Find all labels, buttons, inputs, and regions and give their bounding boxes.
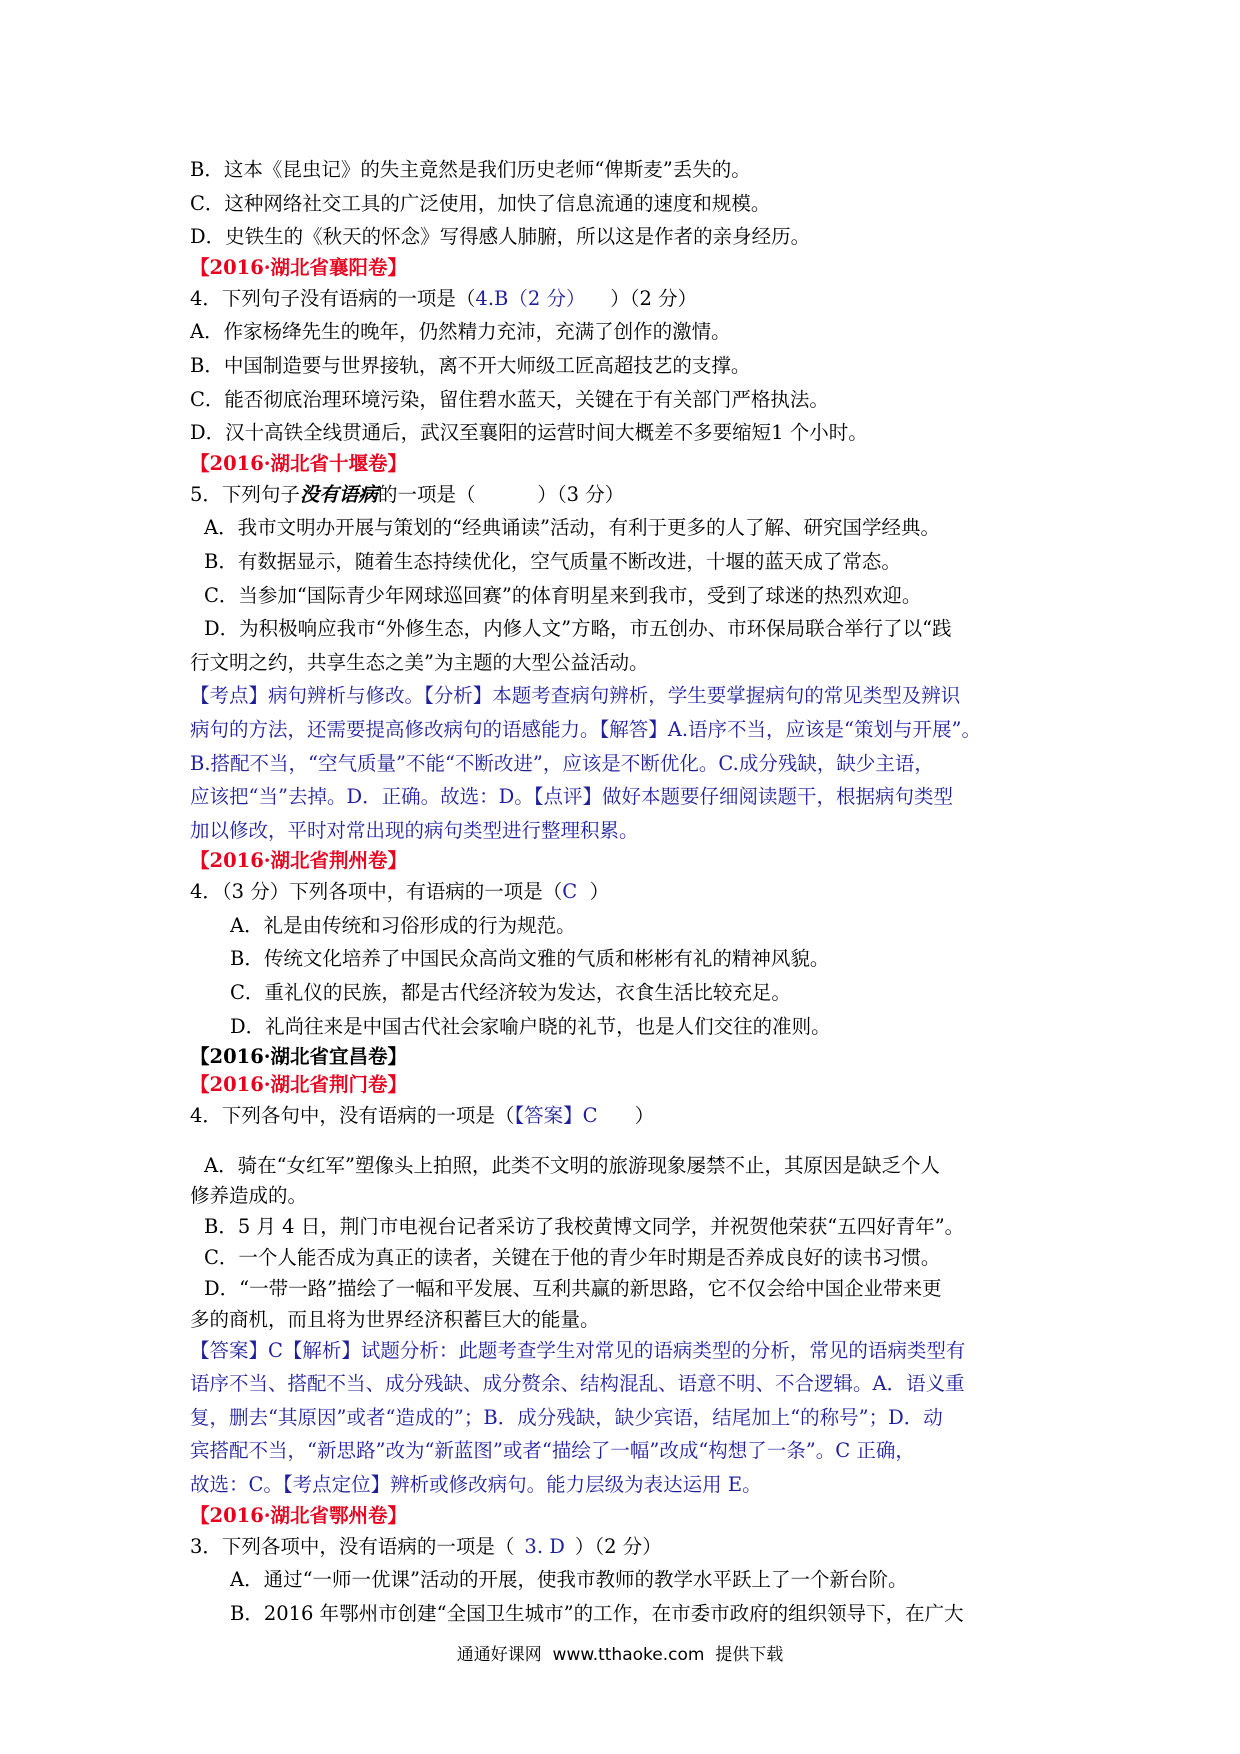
option-line: A．通过“一师一优课”活动的开展，使我市教师的教学水平跃上了一个新台阶。	[230, 1568, 908, 1592]
analysis-line: 语序不当、搭配不当、成分残缺、成分赘余、结构混乱、语意不明、不合逻辑。A．语义重	[190, 1372, 965, 1396]
section-heading-xiangyang: 【2016·湖北省襄阳卷】	[190, 255, 408, 279]
analysis-line: 加以修改，平时对常出现的病句类型进行整理积累。	[190, 818, 639, 842]
option-line: A．礼是由传统和习俗形成的行为规范。	[230, 913, 576, 937]
analysis-line: 病句的方法，还需要提高修改病句的语感能力。【解答】A.语序不当，应该是“策划与开展”。	[190, 717, 981, 741]
analysis-line: 复，删去“其原因”或者“造成的”；B．成分残缺，缺少宾语，结尾加上“的称号”；D．动	[190, 1405, 943, 1429]
option-line: 多的商机，而且将为世界经济积蓄巨大的能量。	[190, 1307, 600, 1331]
question-line: 4．下列各句中，没有语病的一项是（【答案】C ）	[190, 1104, 655, 1128]
option-line: A．我市文明办开展与策划的“经典诵读”活动，有利于更多的人了解、研究国学经典。	[204, 516, 941, 540]
page-footer: 通通好课网 www.tthaoke.com 提供下载	[456, 1645, 784, 1665]
option-line: B．有数据显示，随着生态持续优化，空气质量不断改进，十堰的蓝天成了常态。	[204, 549, 901, 573]
analysis-line: 宾搭配不当，“新思路”改为“新蓝图”或者“描绘了一幅”改成“构想了一条”。C 正确，	[190, 1439, 915, 1463]
option-line: 行文明之约，共享生态之美”为主题的大型公益活动。	[190, 650, 649, 674]
question-line: 4．下列句子没有语病的一项是（4.B（2 分） ）（2 分）	[190, 286, 698, 310]
section-heading-jingzhou: 【2016·湖北省荆州卷】	[190, 849, 408, 873]
option-line: D．“一带一路”描绘了一幅和平发展、互利共赢的新思路，它不仅会给中国企业带来更	[204, 1277, 942, 1301]
option-line: C．重礼仪的民族，都是古代经济较为发达，衣食生活比较充足。	[230, 981, 791, 1005]
analysis-line: 【答案】C【解析】试题分析：此题考查学生对常见的语病类型的分析，常见的语病类型有	[190, 1338, 966, 1362]
option-line: B．2016 年鄂州市创建“全国卫生城市”的工作，在市委市政府的组织领导下，在广大	[230, 1601, 964, 1625]
analysis-line: B.搭配不当，“空气质量”不能“不断改进”，应该是不断优化。C.成分残缺，缺少主语，	[190, 751, 934, 775]
emphasis-text: 没有语病	[299, 482, 378, 506]
answer-inline: C	[562, 880, 578, 904]
option-line: B．5 月 4 日，荆门市电视台记者采访了我校黄博文同学，并祝贺他荣获“五四好青年”。	[204, 1215, 965, 1239]
section-heading-yichang: 【2016·湖北省宜昌卷】	[190, 1045, 408, 1069]
question-line: 4．（3 分）下列各项中，有语病的一项是（C ）	[190, 880, 610, 904]
section-heading-ezhou: 【2016·湖北省鄂州卷】	[190, 1503, 408, 1527]
option-line: B．这本《昆虫记》的失主竟然是我们历史老师“俾斯麦”丢失的。	[190, 158, 751, 181]
option-line: D．礼尚往来是中国古代社会家喻户晓的礼节，也是人们交往的准则。	[230, 1014, 831, 1038]
option-line: 修养造成的。	[190, 1184, 308, 1208]
question-line: 5．下列句子没有语病的一项是（ ）（3 分）	[190, 482, 625, 506]
option-line: D．史铁生的《秋天的怀念》写得感人肺腑，所以这是作者的亲身经历。	[190, 225, 811, 249]
section-heading-jingmen: 【2016·湖北省荆门卷】	[190, 1073, 408, 1097]
section-heading-shiyan: 【2016·湖北省十堰卷】	[190, 451, 408, 475]
option-line: B．传统文化培养了中国民众高尚文雅的气质和彬彬有礼的精神风貌。	[230, 947, 830, 971]
analysis-line: 故选：C。【考点定位】辨析或修改病句。能力层级为表达运用 E。	[190, 1473, 762, 1496]
answer-inline: 4.B（2 分）	[475, 286, 586, 310]
analysis-line: 应该把“当”去掉。D．正确。故选：D。【点评】做好本题要仔细阅读题干，根据病句类型	[190, 785, 953, 809]
document-body	[190, 153, 1070, 1630]
option-line: C．一个人能否成为真正的读者，关键在于他的青少年时期是否养成良好的读书习惯。	[204, 1246, 941, 1270]
option-line: D．为积极响应我市“外修生态，内修人文”方略，市五创办、市环保局联合举行了以“践	[204, 617, 952, 641]
option-line: B．中国制造要与世界接轨，离不开大师级工匠高超技艺的支撑。	[190, 353, 751, 377]
option-line: A．骑在“女红军”塑像头上拍照，此类不文明的旅游现象屡禁不止，其原因是缺乏个人	[204, 1153, 941, 1177]
option-line: C．当参加“国际青少年网球巡回赛”的体育明星来到我市，受到了球迷的热烈欢迎。	[204, 583, 922, 607]
answer-inline: 【答案】C	[514, 1104, 598, 1128]
analysis-line: 【考点】病句辨析与修改。【分析】本题考查病句辨析，学生要掌握病句的常见类型及辨识	[190, 684, 961, 708]
option-line: C．能否彻底治理环境污染，留住碧水蓝天，关键在于有关部门严格执法。	[190, 387, 829, 411]
answer-inline: 3. D	[524, 1534, 565, 1558]
option-line: A．作家杨绛先生的晚年，仍然精力充沛，充满了创作的激情。	[190, 320, 731, 344]
question-line: 3．下列各项中，没有语病的一项是（ 3. D ）（2 分）	[190, 1534, 662, 1558]
option-line: D．汉十高铁全线贯通后，武汉至襄阳的运营时间大概差不多要缩短1 个小时。	[190, 421, 868, 445]
option-line: C．这种网络社交工具的广泛使用，加快了信息流通的速度和规模。	[190, 191, 771, 215]
